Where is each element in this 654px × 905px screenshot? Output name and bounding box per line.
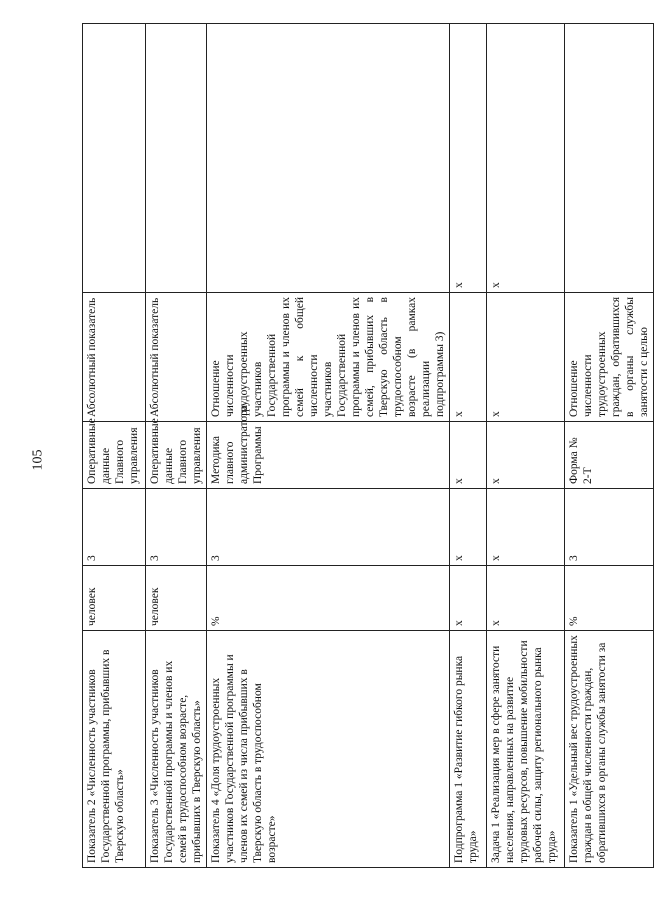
extra-cell <box>146 24 207 293</box>
indicator-cell: Показатель 4 «Доля трудоустроенных участников Государственной программы и членов их семей из числа прибывших в Тверскую область в трудоспособном возрасте» <box>207 631 450 868</box>
code-cell: 3 <box>83 489 146 566</box>
method-cell: Абсолютный показатель <box>146 293 207 422</box>
method-cell: х <box>487 293 565 422</box>
code-cell: 3 <box>207 489 450 566</box>
source-cell: х <box>450 422 487 489</box>
indicator-cell: Показатель 3 «Численность участников Государственной программы и членов их семей в трудоспособном возрасте, прибывших в Тверскую область» <box>146 631 207 868</box>
indicator-cell: Показатель 2 «Численность участников Государственной программы, прибывших в Тверскую область» <box>83 631 146 868</box>
method-cell: Отношение численности трудоустроенных участников Государственной программы и членов их семей к общей численности участников Государственной программы и членов их семей, прибывших в Тверскую область в трудоспособном возрасте (в рамках реализации подпрограммы 3) <box>207 293 450 422</box>
indicator-cell: Задача 1 «Реализация мер в сфере занятости населения, направленных на развитие трудовых ресурсов, повышение мобильности рабочей силы, защиту регионального рынка труда» <box>487 631 565 868</box>
method-cell: х <box>450 293 487 422</box>
unit-cell: % <box>565 566 654 631</box>
method-cell: Отношение численности трудоустроенных граждан, обратившихся в органы службы занятости с целью <box>565 293 654 422</box>
unit-cell: х <box>487 566 565 631</box>
unit-cell: человек <box>83 566 146 631</box>
extra-cell: х <box>450 24 487 293</box>
unit-cell: % <box>207 566 450 631</box>
indicator-cell: Показатель 1 «Удельный вес трудоустроенных граждан в общей численности граждан, обратившихся в органы службы занятости за <box>565 631 654 868</box>
table-row <box>146 24 207 868</box>
table-row <box>450 24 487 868</box>
source-cell: Оперативные данные Главного управления <box>83 422 146 489</box>
code-cell: х <box>487 489 565 566</box>
indicator-table-page <box>82 43 651 868</box>
indicator-cell: Подпрограмма 1 «Развитие гибкого рынка труда» <box>450 631 487 868</box>
unit-cell: х <box>450 566 487 631</box>
extra-cell <box>565 24 654 293</box>
table-row <box>83 24 146 868</box>
method-cell: Абсолютный показатель <box>83 293 146 422</box>
table-row <box>565 24 654 868</box>
table-row <box>487 24 565 868</box>
extra-cell <box>83 24 146 293</box>
code-cell: х <box>450 489 487 566</box>
source-cell: Методика главного администратора Программы <box>207 422 450 489</box>
table-row <box>207 24 450 868</box>
indicator-table <box>82 23 654 868</box>
source-cell: Форма № 2-Т <box>565 422 654 489</box>
code-cell: 3 <box>565 489 654 566</box>
extra-cell <box>207 24 450 293</box>
extra-cell: х <box>487 24 565 293</box>
unit-cell: человек <box>146 566 207 631</box>
page-number: 105 <box>30 449 46 471</box>
code-cell: 3 <box>146 489 207 566</box>
source-cell: Оперативные данные Главного управления <box>146 422 207 489</box>
source-cell: х <box>487 422 565 489</box>
